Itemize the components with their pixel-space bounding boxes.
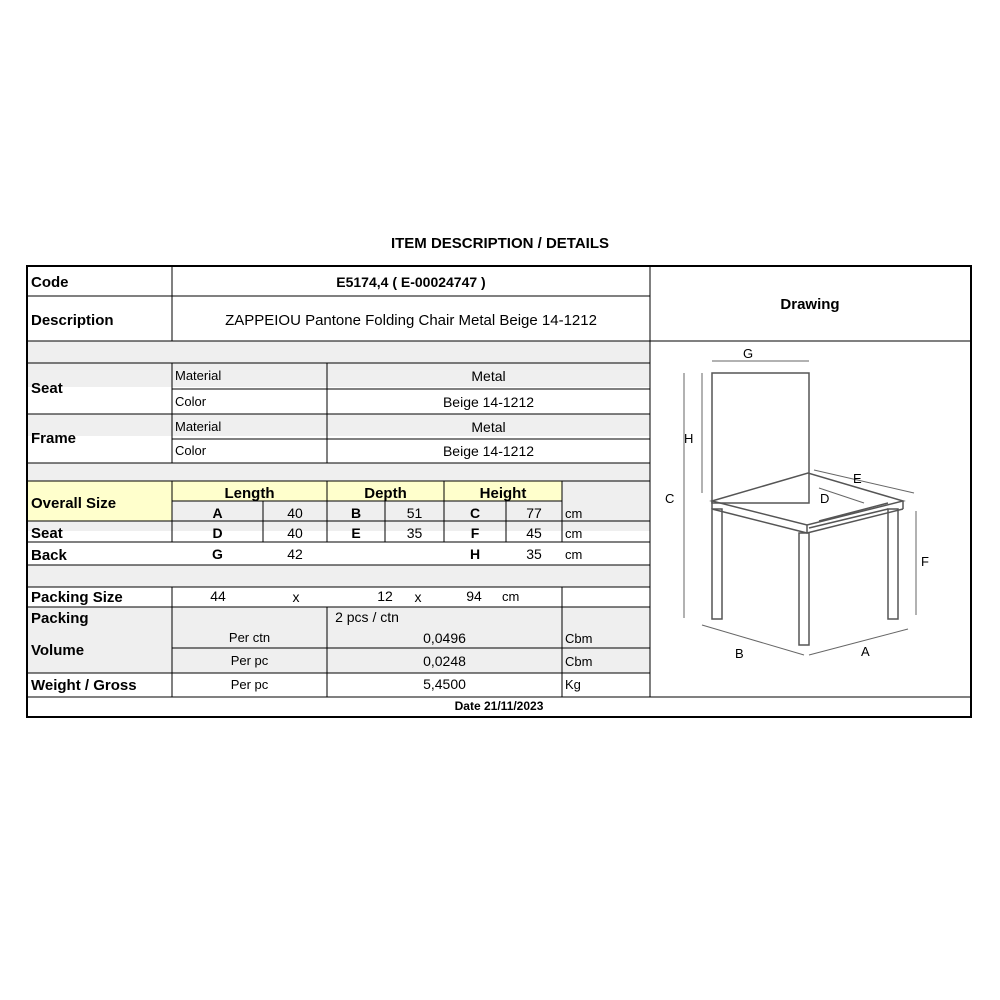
overall-a-key: A (212, 505, 223, 521)
weight-per-pc-label: Per pc (230, 677, 269, 692)
volume-per-pc-unit: Cbm (565, 654, 593, 669)
spec-sheet (26, 265, 972, 718)
back-h-value: 35 (526, 546, 542, 562)
dim-label-f: F (921, 554, 929, 569)
frame-color-value: Beige 14-1212 (442, 443, 535, 459)
back-unit: cm (565, 547, 583, 562)
frame-material-label: Material (175, 419, 222, 434)
back-g-value: 42 (287, 546, 303, 562)
volume-per-ctn-label: Per ctn (228, 630, 271, 645)
description-label: Description (31, 312, 114, 329)
page-title: ITEM DESCRIPTION / DETAILS (390, 235, 610, 252)
frame-label: Frame (31, 430, 77, 447)
seat-size-label: Seat (31, 525, 63, 542)
packing-width: 12 (377, 588, 393, 604)
code-label: Code (31, 274, 69, 291)
date-footer: Date 21/11/2023 (454, 699, 544, 713)
overall-a-value: 40 (287, 505, 303, 521)
dim-label-h: H (684, 431, 694, 446)
seat-e-key: E (351, 525, 361, 541)
packing-length: 44 (210, 588, 226, 604)
packing-size-unit: cm (502, 589, 520, 604)
seat-d-value: 40 (287, 525, 303, 541)
packing-x2: x (414, 589, 422, 605)
volume-per-ctn-value: 0,0496 (423, 630, 466, 646)
seat-unit: cm (565, 526, 583, 541)
packing-value: 2 pcs / ctn (335, 609, 399, 625)
seat-color-value: Beige 14-1212 (442, 394, 535, 410)
volume-per-ctn-unit: Cbm (565, 631, 593, 646)
seat-material-value: Metal (471, 368, 506, 384)
dim-label-e: E (853, 471, 862, 486)
seat-e-value: 35 (406, 525, 423, 541)
seat-f-key: F (470, 525, 480, 541)
weight-label: Weight / Gross (31, 677, 137, 694)
back-h-key: H (469, 546, 481, 562)
seat-label: Seat (31, 380, 63, 397)
packing-label: Packing (31, 610, 89, 627)
packing-x1: x (292, 589, 300, 605)
dim-label-a: A (861, 644, 870, 659)
height-header: Height (479, 485, 527, 502)
back-g-key: G (212, 546, 223, 562)
dim-label-c: C (665, 491, 675, 506)
frame-color-label: Color (175, 443, 207, 458)
overall-b-value: 51 (406, 505, 423, 521)
length-header: Length (224, 485, 275, 502)
seat-f-value: 45 (526, 525, 542, 541)
packing-size-label: Packing Size (31, 589, 123, 606)
overall-c-value: 77 (526, 505, 542, 521)
dim-label-b: B (735, 646, 744, 661)
overall-c-key: C (469, 505, 481, 521)
volume-label: Volume (31, 642, 85, 659)
dim-label-d: D (820, 491, 830, 506)
overall-unit: cm (565, 506, 583, 521)
seat-material-label: Material (175, 368, 222, 383)
drawing-title: Drawing (780, 296, 840, 313)
weight-value: 5,4500 (423, 676, 466, 692)
overall-b-key: B (350, 505, 362, 521)
back-size-label: Back (31, 547, 67, 564)
seat-d-key: D (212, 525, 223, 541)
volume-per-pc-value: 0,0248 (423, 653, 466, 669)
chair-drawing (654, 343, 966, 693)
volume-per-pc-label: Per pc (230, 653, 269, 668)
dim-label-g: G (743, 346, 754, 361)
frame-material-value: Metal (471, 419, 506, 435)
weight-unit: Kg (565, 677, 581, 692)
code-value: E5174,4 ( E-00024747 ) (336, 274, 486, 290)
depth-header: Depth (364, 485, 407, 502)
packing-height: 94 (466, 588, 482, 604)
seat-color-label: Color (175, 394, 207, 409)
description-value: ZAPPEIOU Pantone Folding Chair Metal Beige 14-1212 (225, 312, 597, 329)
overall-size-label: Overall Size (31, 495, 117, 512)
